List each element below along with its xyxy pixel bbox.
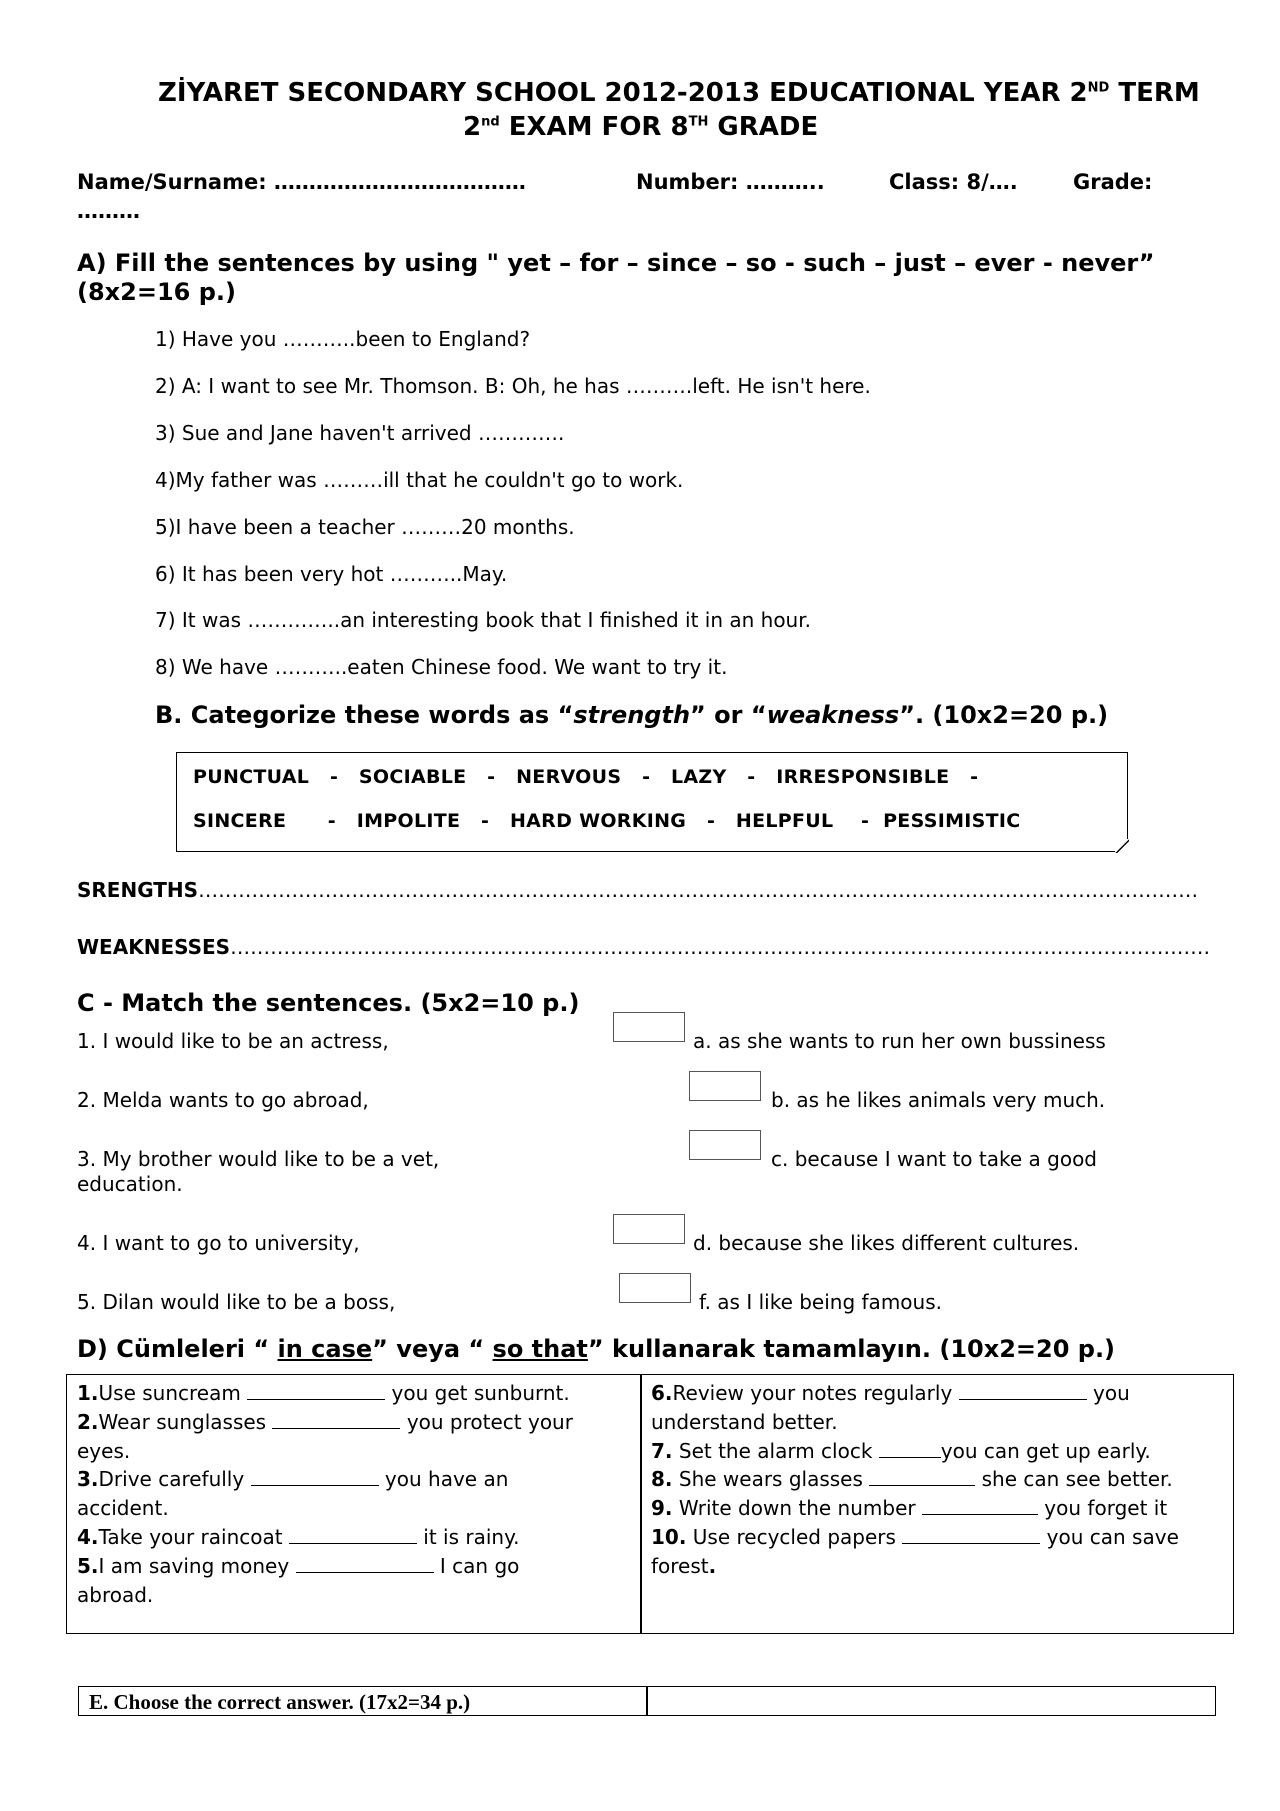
question-a5[interactable]: 5)I have been a teacher ………20 months. — [155, 515, 575, 539]
d-item-7[interactable] — [651, 1437, 1226, 1466]
section-b-heading — [155, 701, 1108, 729]
question-a7[interactable]: 7) It was …………..an interesting book that I finished it in an hour. — [155, 608, 811, 632]
d-item-5-cont: abroad. — [77, 1582, 154, 1607]
section-b-heading-post: ”. (10x2=20 p.) — [899, 701, 1109, 729]
d-num-3: 3. — [77, 1467, 99, 1492]
section-b-heading-mid: ” or “ — [690, 701, 767, 729]
name-field[interactable]: Name/Surname: ……………………………… — [77, 170, 526, 194]
strengths-dots: …………………………………………………………………………………………………………………………………… — [198, 878, 1199, 902]
d-blank-9[interactable] — [922, 1494, 1038, 1515]
match-left-3: 3. My brother would like to be a vet, — [77, 1147, 440, 1171]
section-d-heading-post: ” kullanarak tamamlayın. (10x2=20 p.) — [587, 1335, 1116, 1363]
section-d-heading-mid: ” veya “ — [372, 1335, 493, 1363]
title-text: ZİYARET SECONDARY SCHOOL 2012-2013 EDUCATIONAL YEAR 2 — [158, 78, 1088, 108]
d-text-1a: Use suncream — [98, 1381, 241, 1405]
section-e-divider — [646, 1687, 648, 1715]
d-item-3[interactable] — [77, 1465, 632, 1494]
match-right-c: c. because I want to take a good — [771, 1147, 1098, 1171]
title2-a: 2 — [463, 112, 482, 142]
strengths-line[interactable] — [77, 878, 1198, 902]
match-left-4: 4. I want to go to university, — [77, 1231, 360, 1255]
d-item-2[interactable] — [77, 1408, 632, 1437]
option-so-that: so that — [492, 1335, 588, 1363]
match-right-f: f. as I like being famous. — [699, 1290, 942, 1314]
d-text-2a: Wear sunglasses — [98, 1409, 267, 1434]
weaknesses-label: WEAKNESSES — [77, 935, 231, 959]
d-item-8[interactable] — [651, 1465, 1226, 1494]
d-num-8: 8. — [651, 1467, 673, 1492]
d-blank-8[interactable] — [869, 1465, 975, 1486]
section-d-heading-pre: D) Cümleleri “ — [77, 1335, 278, 1363]
d-num-9: 9. — [651, 1496, 673, 1521]
number-field[interactable]: Number: ……….. — [636, 170, 825, 194]
match-right-b: b. as he likes animals very much. — [771, 1088, 1106, 1112]
question-a1[interactable]: 1) Have you ………..been to England? — [155, 327, 531, 351]
d-item-6[interactable] — [651, 1379, 1226, 1408]
title-end: TERM — [1109, 78, 1200, 108]
d-num-1: 1. — [77, 1381, 99, 1405]
d-item-10-cont — [651, 1552, 1226, 1581]
d-blank-2[interactable] — [272, 1408, 400, 1429]
d-text-2b: you protect your — [400, 1409, 573, 1434]
match-answer-box-4[interactable] — [613, 1214, 685, 1244]
section-c-heading: C - Match the sentences. (5x2=10 p.) — [77, 989, 580, 1017]
title2-b: EXAM FOR 8 — [499, 112, 689, 142]
d-item-1[interactable] — [77, 1379, 632, 1408]
section-e-heading: E. Choose the correct answer. (17x2=34 p.) — [89, 1690, 471, 1714]
match-left-5: 5. Dilan would like to be a boss, — [77, 1290, 396, 1314]
grade-field[interactable]: ……… — [77, 199, 140, 223]
d-blank-7[interactable] — [879, 1437, 941, 1458]
d-num-6: 6. — [651, 1381, 673, 1405]
d-text-6b: you — [1086, 1381, 1130, 1405]
d-item-10[interactable] — [651, 1523, 1226, 1552]
word-bank-box — [176, 752, 1128, 852]
class-field[interactable]: Class: 8/…. — [889, 170, 1018, 194]
weaknesses-dots: ………………………………………………………………………………………………………………………………… — [230, 935, 1211, 959]
d-item-6-cont: understand better. — [651, 1409, 838, 1434]
match-right-d: d. because she likes different cultures. — [693, 1231, 1080, 1255]
d-num-4: 4. — [77, 1524, 99, 1549]
d-blank-5[interactable] — [296, 1552, 434, 1573]
d-num-2: 2. — [77, 1409, 99, 1434]
match-answer-box-2[interactable] — [689, 1071, 761, 1101]
grade-label: Grade: — [1073, 170, 1153, 194]
section-a-heading: A) Fill the sentences by using " yet – for – since – so - such – just – ever - never” — [77, 249, 1155, 277]
d-item-2-cont: eyes. — [77, 1438, 131, 1463]
d-blank-10[interactable] — [902, 1523, 1040, 1544]
match-answer-box-5[interactable] — [619, 1273, 691, 1303]
table-divider — [640, 1375, 642, 1633]
d-blank-3[interactable] — [251, 1465, 379, 1486]
section-d-heading — [77, 1335, 1115, 1363]
strengths-label: SRENGTHS — [77, 878, 199, 902]
match-answer-box-1[interactable] — [613, 1012, 685, 1042]
question-a4[interactable]: 4)My father was ………ill that he couldn't go to work. — [155, 468, 684, 492]
d-text-4b: it is rainy. — [416, 1524, 520, 1549]
question-a6[interactable]: 6) It has been very hot ………..May. — [155, 562, 508, 586]
section-d-right-column — [651, 1379, 1226, 1581]
d-text-9b: you forget it — [1037, 1496, 1168, 1521]
title2-b-sup: TH — [688, 114, 709, 130]
section-d-left-column — [77, 1379, 632, 1609]
page-title-line1 — [158, 78, 1200, 108]
d-text-5b: I can go — [433, 1553, 520, 1578]
d-text-3b: you have an — [378, 1467, 509, 1492]
section-d-table — [66, 1374, 1234, 1634]
section-b-heading-pre: B. Categorize these words as “ — [155, 701, 574, 729]
option-in-case: in case — [277, 1335, 373, 1363]
d-text-10b: you can save — [1040, 1524, 1179, 1549]
match-right-a: a. as she wants to run her own bussiness — [693, 1029, 1106, 1053]
match-left-3-continued: education. — [77, 1172, 183, 1196]
match-left-1: 1. I would like to be an actress, — [77, 1029, 389, 1053]
d-text-5a: I am saving money — [98, 1553, 290, 1578]
d-text-10d: . — [708, 1553, 717, 1578]
d-text-10a: Use recycled papers — [686, 1524, 896, 1549]
d-item-5[interactable] — [77, 1552, 632, 1581]
d-blank-4[interactable] — [289, 1523, 417, 1544]
weaknesses-line[interactable] — [77, 935, 1210, 959]
section-b-word-strength: strength — [573, 701, 691, 729]
d-text-3a: Drive carefully — [98, 1467, 245, 1492]
question-a2[interactable]: 2) A: I want to see Mr. Thomson. B: Oh, he has ……….left. He isn't here. — [155, 374, 871, 398]
d-text-7b: you can get up early. — [940, 1438, 1151, 1463]
d-text-6a: Review your notes regularly — [672, 1381, 953, 1405]
d-item-4[interactable] — [77, 1523, 632, 1552]
d-num-7: 7. — [651, 1438, 673, 1463]
question-a3[interactable]: 3) Sue and Jane haven't arrived …………. — [155, 421, 565, 445]
d-text-4a: Take your raincoat — [98, 1524, 283, 1549]
d-blank-6[interactable] — [959, 1379, 1087, 1400]
d-num-5: 5. — [77, 1553, 99, 1578]
page-curl-corner — [1115, 839, 1129, 853]
match-answer-box-3[interactable] — [689, 1130, 761, 1160]
d-text-9a: Write down the number — [672, 1496, 916, 1521]
title2-a-sup: nd — [481, 114, 500, 130]
d-text-8b: she can see better. — [975, 1467, 1173, 1492]
d-blank-1[interactable] — [247, 1379, 385, 1400]
section-b-word-weakness: weakness — [766, 701, 900, 729]
d-text-1b: you get sunburnt. — [385, 1381, 570, 1405]
d-item-9[interactable] — [651, 1494, 1226, 1523]
title2-c: GRADE — [708, 112, 819, 142]
title-sup: ND — [1087, 80, 1110, 96]
d-num-10: 10. — [651, 1524, 687, 1549]
d-text-7a: Set the alarm clock — [672, 1438, 879, 1463]
d-text-8a: She wears glasses — [672, 1467, 863, 1492]
word-bank-row-2: SINCERE - IMPOLITE - HARD WORKING - HELPFUL - PESSIMISTIC — [193, 810, 1021, 832]
d-item-3-cont: accident. — [77, 1496, 169, 1521]
question-a8[interactable]: 8) We have ………..eaten Chinese food. We want to try it. — [155, 655, 728, 679]
word-bank-row-1: PUNCTUAL - SOCIABLE - NERVOUS - LAZY - IRRESPONSIBLE - — [193, 766, 979, 788]
section-a-points: (8x2=16 p.) — [77, 278, 236, 306]
section-e-table — [78, 1686, 1216, 1716]
match-left-2: 2. Melda wants to go abroad, — [77, 1088, 369, 1112]
page-title-line2 — [463, 112, 818, 142]
d-text-10c: forest — [651, 1553, 709, 1578]
